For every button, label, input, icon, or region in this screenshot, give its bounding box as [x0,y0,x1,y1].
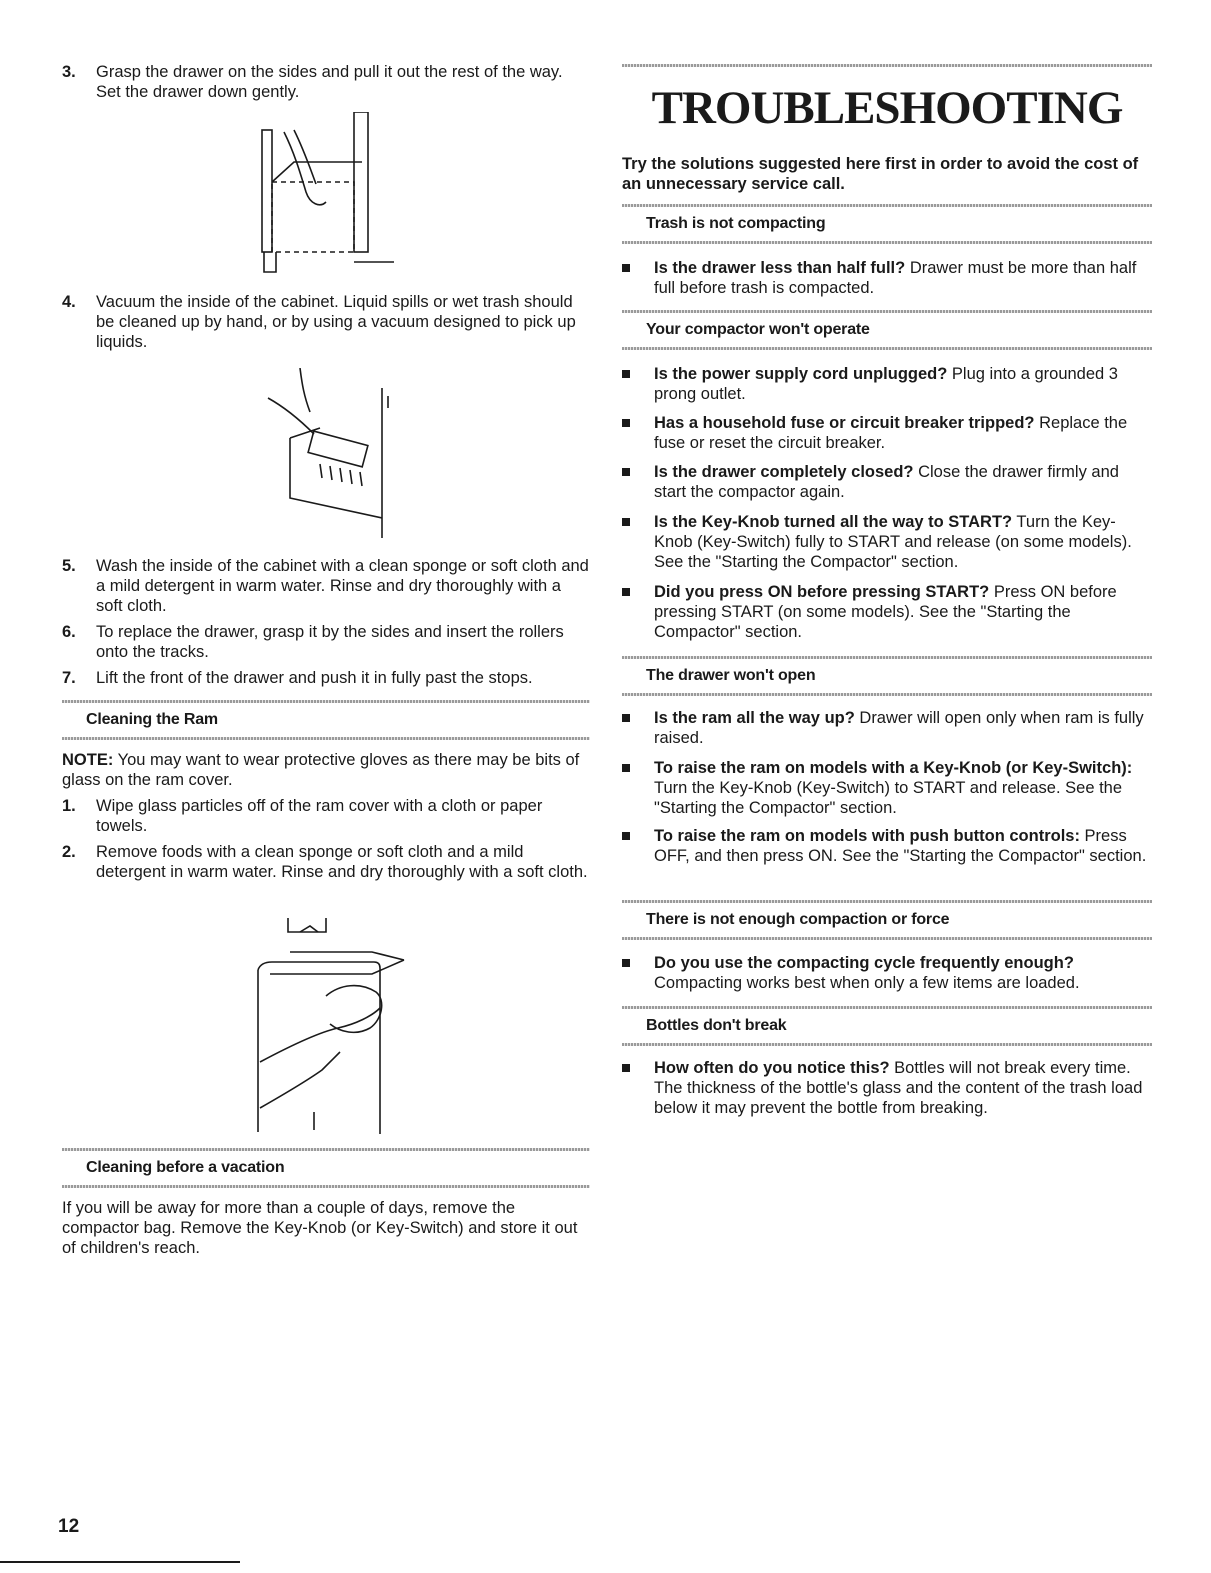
divider [622,900,1152,903]
bullet-icon [622,264,630,272]
divider [62,1148,590,1151]
title-rule [622,64,1152,68]
section-heading-cleaning-ram [62,700,590,740]
section-heading-label: Cleaning before a vacation [86,1159,285,1176]
section-heading-label: Trash is not compacting [646,215,826,232]
bullet-icon [622,588,630,596]
answer: Drawer will open only when ram is fully raised. [654,709,1144,747]
question: Is the drawer less than half full? [654,259,906,277]
section-heading-label: Your compactor won't operate [646,321,870,338]
question: Did you press ON before pressing START? [654,583,990,601]
divider [62,737,590,740]
step-text: Remove foods with a clean sponge or soft cloth and a mild detergent in warm water. Rinse and dry thoroughly with a soft cloth. [96,843,588,881]
divider [622,310,1152,313]
bullet-icon [622,518,630,526]
list-item [622,462,1152,502]
bullet-icon [622,959,630,967]
note-text: You may want to wear protective gloves as there may be bits of glass on the ram cover. [62,751,580,789]
step-3 [62,62,590,102]
question: Is the ram all the way up? [654,709,855,727]
step-text: Lift the front of the drawer and push it in fully past the stops. [96,669,533,687]
answer: Turn the Key-Knob (Key-Switch) to START and release. See the "Starting the Compactor" section. [654,779,1123,817]
step-number: 7. [62,669,76,687]
question: How often do you notice this? [654,1059,890,1077]
section-heading-bottles-dont-break [622,1006,1152,1046]
step-text: Wash the inside of the cabinet with a clean sponge or soft cloth and a mild detergent in warm water. Rinse and dry thoroughly with a soft cloth. [96,557,589,615]
list-item [622,258,1152,298]
bullet-icon [622,419,630,427]
divider [622,693,1152,696]
list-item [622,582,1152,642]
vacation-paragraph: If you will be away for more than a couple of days, remove the compactor bag. Remove the Key-Knob (or Key-Switch) and store it out of children's reach. [62,1199,578,1257]
divider [622,656,1152,659]
question: Has a household fuse or circuit breaker tripped? [654,414,1035,432]
section-heading-compactor-wont-operate [622,310,1152,350]
divider [622,204,1152,207]
bullet-icon [622,714,630,722]
step-number: 2. [62,843,76,861]
step-5 [62,556,590,616]
answer: Close the drawer firmly and start the compactor again. [654,463,1119,501]
section-heading-trash-not-compacting [622,204,1152,244]
vacuum-cabinet-illustration [260,368,400,540]
list-item [622,758,1152,818]
step-number: 4. [62,293,76,311]
step-number: 6. [62,623,76,641]
bullet-icon [622,764,630,772]
step-number: 5. [62,557,76,575]
footer-rule [0,1561,240,1563]
question: To raise the ram on models with a Key-Knob (or Key-Switch): [654,759,1133,777]
question: Do you use the compacting cycle frequently enough? [654,954,1074,972]
answer: Plug into a grounded 3 prong outlet. [654,365,1118,403]
ram-step-1 [62,796,590,836]
step-7 [62,668,590,688]
question: Is the power supply cord unplugged? [654,365,948,383]
note-paragraph [62,750,590,790]
divider [622,1043,1152,1046]
answer: Press OFF, and then press ON. See the "Starting the Compactor" section. [654,827,1147,865]
divider [62,1185,590,1188]
step-number: 1. [62,797,76,815]
ram-step-2 [62,842,590,882]
step-6 [62,622,590,662]
list-item [622,953,1152,993]
step-text: Vacuum the inside of the cabinet. Liquid spills or wet trash should be cleaned up by hand, or by using a vacuum designed to pick up liquids. [96,293,576,351]
question: To raise the ram on models with push button controls: [654,827,1080,845]
note-label: NOTE: [62,751,114,769]
list-item [622,708,1152,748]
divider [622,64,1152,67]
page-number: 12 [58,1516,80,1537]
section-heading-drawer-wont-open [622,656,1152,696]
answer: Turn the Key-Knob (Key-Switch) fully to START and release (on some models). See the "Starting the Compactor" section. [654,513,1132,571]
wipe-ram-cover-illustration [230,912,420,1134]
step-4 [62,292,590,352]
divider [622,1006,1152,1009]
bullet-icon [622,832,630,840]
section-heading-not-enough-compaction [622,900,1152,940]
step-text: To replace the drawer, grasp it by the sides and insert the rollers onto the tracks. [96,623,564,661]
question: Is the drawer completely closed? [654,463,914,481]
divider [622,937,1152,940]
divider [62,700,590,703]
answer: Press ON before pressing START (on some models). See the "Starting the Compactor" section. [654,583,1117,641]
answer: Drawer must be more than half full before trash is compacted. [654,259,1137,297]
step-text: Grasp the drawer on the sides and pull it out the rest of the way. Set the drawer down gently. [96,63,563,101]
bullet-icon [622,370,630,378]
drawer-removal-illustration [254,112,404,277]
step-text: Wipe glass particles off of the ram cover with a cloth or paper towels. [96,797,543,835]
section-heading-label: Bottles don't break [646,1017,787,1034]
section-heading-label: Cleaning the Ram [86,711,218,728]
list-item [622,364,1152,404]
list-item [622,826,1152,866]
section-heading-label: The drawer won't open [646,667,816,684]
list-item [622,413,1152,453]
question: Is the Key-Knob turned all the way to START? [654,513,1013,531]
list-item [622,512,1152,572]
step-number: 3. [62,63,76,81]
section-heading-label: There is not enough compaction or force [646,911,950,928]
divider [622,241,1152,244]
bullet-icon [622,1064,630,1072]
answer: Compacting works best when only a few items are loaded. [654,974,1080,992]
intro-text: Try the solutions suggested here first in order to avoid the cost of an unnecessary service call. [622,155,1139,193]
answer: Replace the fuse or reset the circuit breaker. [654,414,1128,452]
divider [622,347,1152,350]
answer: Bottles will not break every time. The thickness of the bottle's glass and the content of the trash load below it may prevent the bottle from breaking. [654,1059,1143,1117]
bullet-icon [622,468,630,476]
section-heading-vacation [62,1148,590,1188]
page-title: TROUBLESHOOTING [651,82,1123,134]
list-item [622,1058,1152,1118]
